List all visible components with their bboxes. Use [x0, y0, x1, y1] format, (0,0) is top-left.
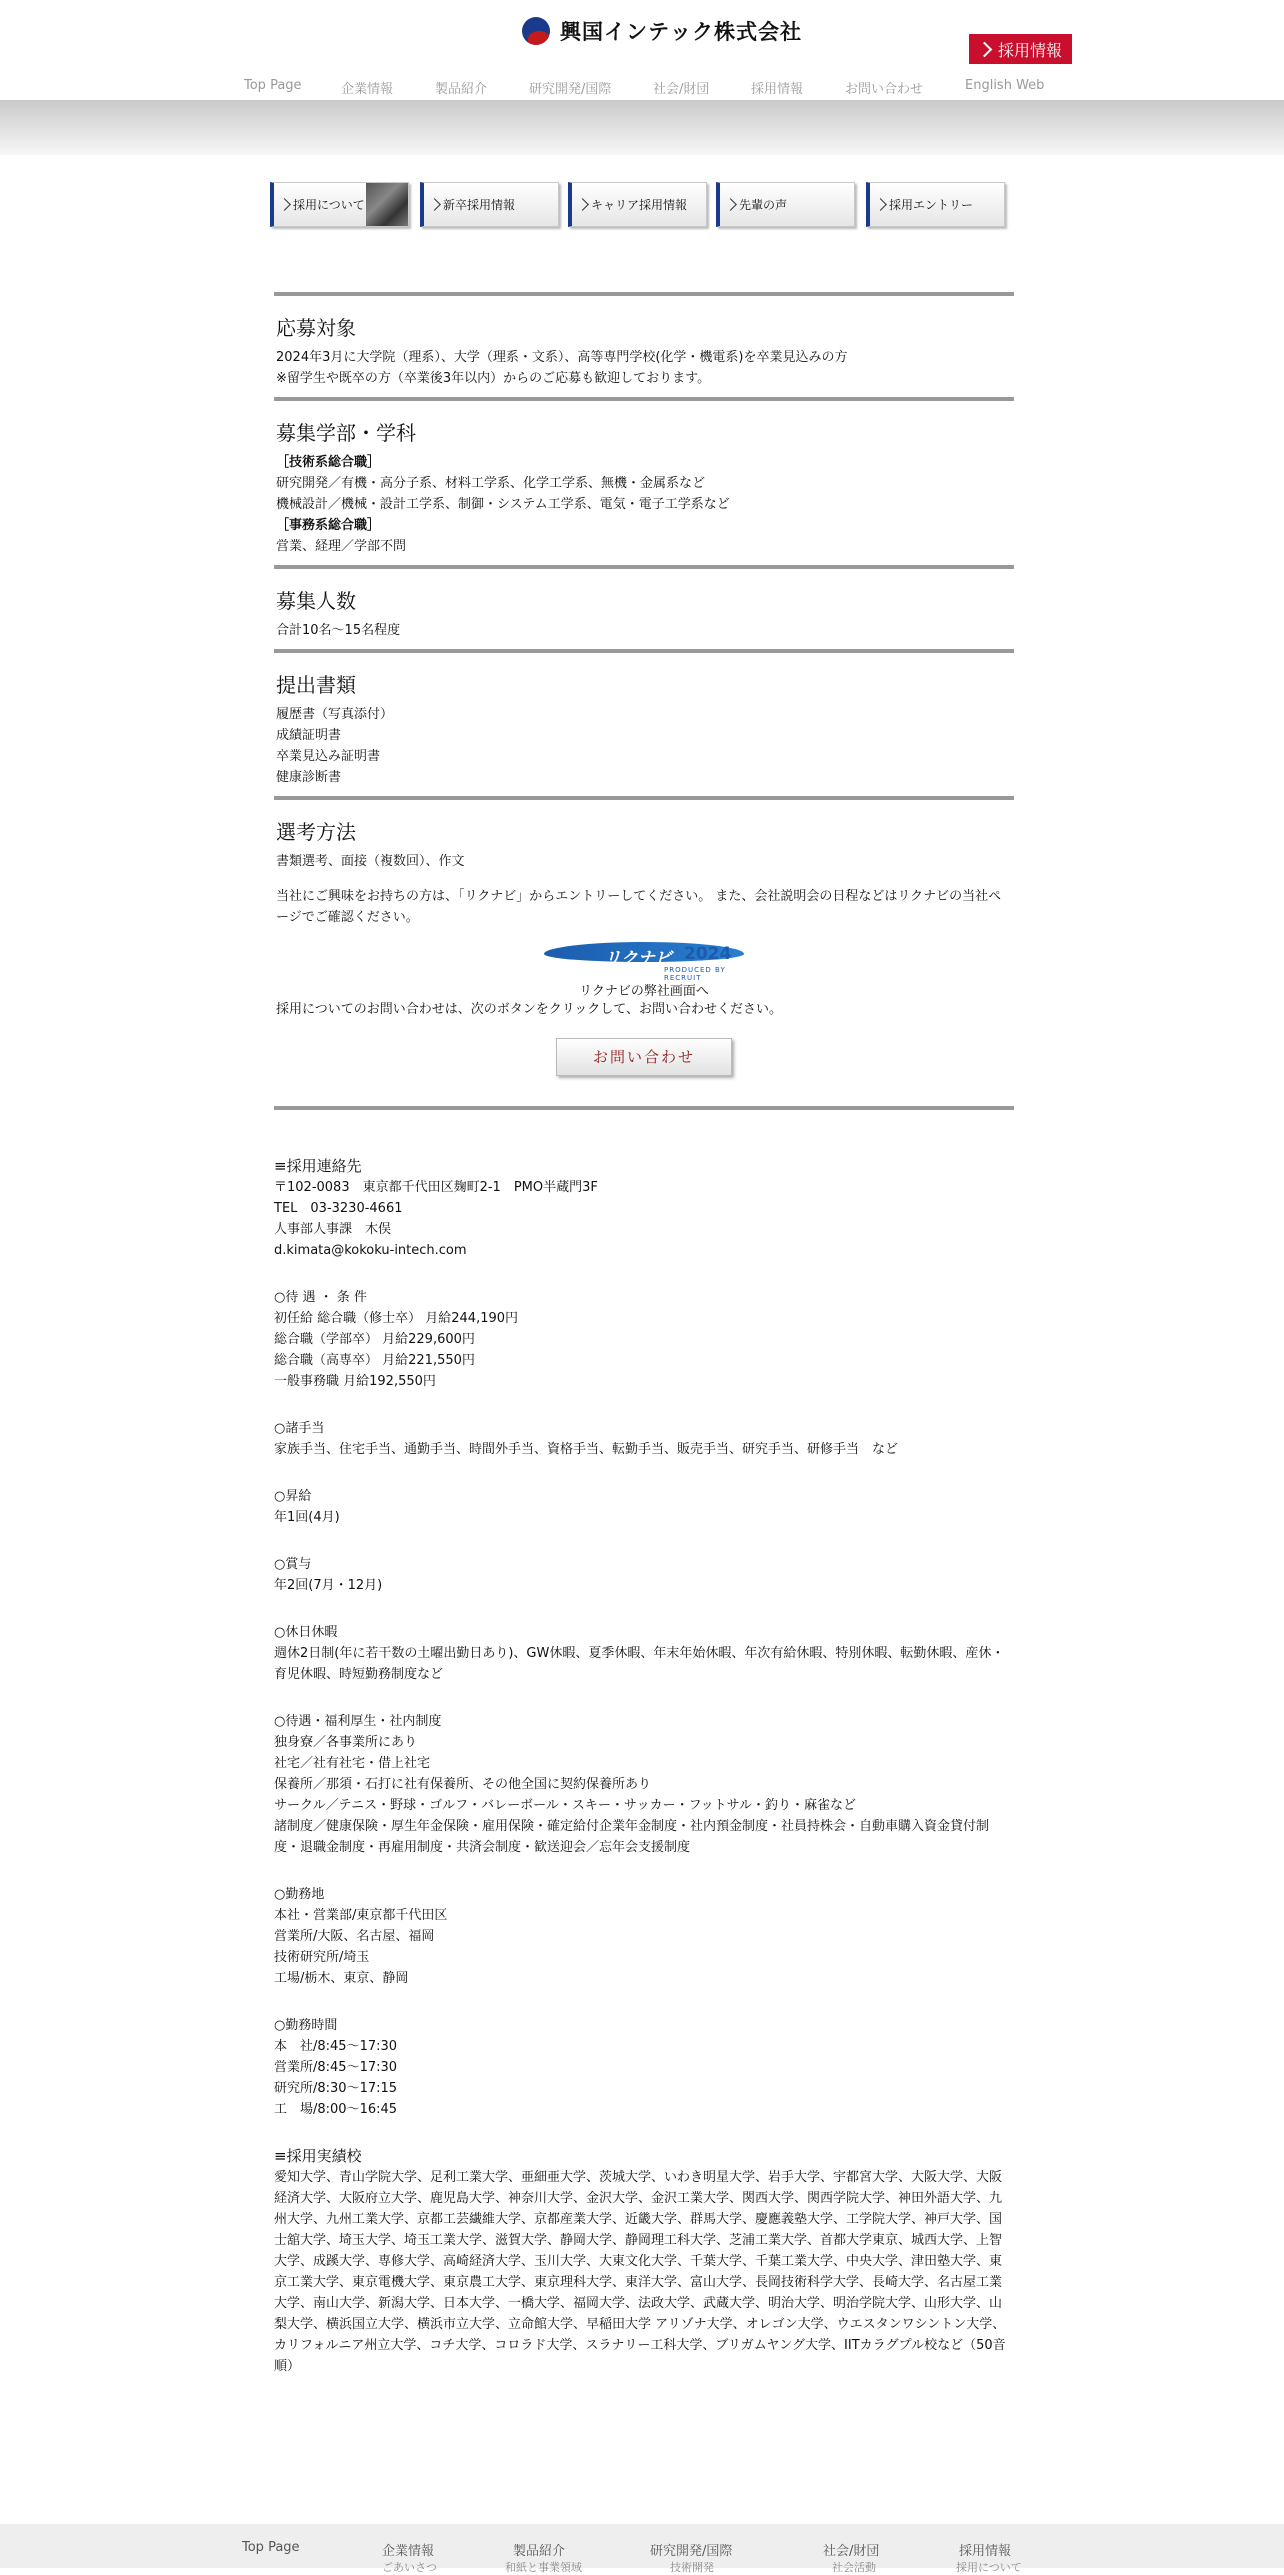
contact-text: 採用についてのお問い合わせは、次のボタンをクリックして、お問い合わせください。: [276, 1002, 782, 1017]
section-line: 卒業見込み証明書: [276, 749, 381, 764]
section-line: 合計10名～15名程度: [276, 623, 401, 638]
info-line: 独身寮／各事業所にあり: [274, 1735, 418, 1750]
section-headcount: [274, 569, 1014, 649]
section-title: 応募対象: [276, 316, 356, 340]
section-line: 2024年3月に大学院（理系）、大学（理系・文系）、高等専門学校(化学・機電系)を卒業見込みの方: [276, 350, 848, 365]
tab-label: 新卒採用情報: [443, 198, 516, 212]
section-line: ※留学生や既卒の方（卒業後3年以内）からのご応募も歓迎しております。: [276, 371, 711, 386]
info-bonus: [274, 1554, 1014, 1596]
global-nav: [0, 78, 1284, 98]
footer: [0, 2524, 1284, 2574]
info-schools: [274, 2146, 1014, 2377]
info-line: 社宅／社有社宅・借上社宅: [274, 1756, 431, 1771]
info-location: [274, 1884, 1014, 1989]
header: [0, 0, 1284, 100]
footer-sub-business[interactable]: 和紙と事業領域: [505, 2561, 582, 2574]
nav-recruit[interactable]: 採用情報: [751, 82, 804, 97]
company-logo-icon: [522, 17, 550, 45]
chevron-right-icon: [428, 198, 441, 211]
nav-contact[interactable]: お問い合わせ: [845, 82, 924, 97]
tab-entry[interactable]: [866, 182, 1005, 227]
info-line: 人事部人事課 木俣: [274, 1222, 392, 1237]
section-line: 履歴書（写真添付）: [276, 707, 394, 722]
main-content: [274, 292, 1014, 2397]
info-line: 愛知大学、青山学院大学、足利工業大学、亜細亜大学、茨城大学、いわき明星大学、岩手大学、宇都宮大学、大阪大学、大阪経済大学、大阪府立大学、鹿児島大学、神奈川大学、金沢大学、金沢工業大学、関西大学、関西学院大学、神田外語大学、九州大学、九州工業大学、京都工芸繊維大学、京都産業大学、近畿大学、群馬大学、慶應義塾大学、工学院大学、神戸大学、国士舘大学、埼玉大学、埼玉工業大学、滋賀大学、静岡大学、静岡理工科大学、芝浦工業大学、首都大学東京、城西大学、上智大学、成蹊大学、専修大学、高崎経済大学、玉川大学、大東文化大学、千葉大学、千葉工業大学、中央大学、津田塾大学、東京工業大学、東京電機大学、東京農工大学、東京理科大学、東洋大学、富山大学、長岡技術科学大学、長崎大学、名古屋工業大学、南山大学、新潟大学、日本大学、一橋大学、福岡大学、法政大学、武蔵大学、明治大学、明治学院大学、山形大学、山梨大学、横浜国立大学、横浜市立大学、立命館大学、早稲田大学 アリゾナ大学、オレゴン大学、ウエスタンワシントン大学、カリフォルニア州立大学、コチ大学、コロラド大学、スラナリー工科大学、ブリガムヤング大学、IITカラグプル校など（50音順）: [274, 2170, 1006, 2374]
chevron-right-icon: [724, 198, 737, 211]
chevron-right-icon: [977, 41, 993, 57]
info-allowances: [274, 1418, 1014, 1460]
header-band: [0, 100, 1284, 155]
info-line: 年1回(4月): [274, 1510, 340, 1525]
info-head: ○勤務時間: [274, 2018, 338, 2033]
info-head: ○休日休暇: [274, 1625, 338, 1640]
section-title: 提出書類: [276, 673, 356, 697]
chevron-right-icon: [874, 198, 887, 211]
info-conditions: [274, 1287, 1014, 1392]
section-line: 営業、経理／学部不問: [276, 539, 407, 554]
tab-senior-voice[interactable]: [716, 182, 855, 227]
recruit-info-button[interactable]: [969, 34, 1072, 64]
info-line: 研究所/8:30～17:15: [274, 2081, 398, 2096]
tab-about-recruit[interactable]: [270, 182, 409, 227]
chevron-right-icon: [576, 198, 589, 211]
footer-sub-about[interactable]: 採用について: [956, 2561, 1022, 2574]
info-area: [274, 1110, 1014, 2377]
rikunabi-logo-year: 2024: [684, 944, 732, 964]
tab-new-grad[interactable]: [420, 182, 559, 227]
nav-english[interactable]: English Web: [965, 78, 1045, 93]
entry-text: 当社にご興味をお持ちの方は、「リクナビ」からエントリーしてください。 また、会社説明会の日程などはリクナビの当社ページでご確認ください。: [276, 889, 1002, 925]
section-documents: [274, 653, 1014, 796]
recruit-info-label: 採用情報: [997, 40, 1062, 60]
footer-nav-top[interactable]: Top Page: [242, 2540, 300, 2555]
footer-nav-research[interactable]: 研究開発/国際: [650, 2544, 733, 2559]
section-line: 研究開発／有機・高分子系、材料工学系、化学工学系、無機・金属系など: [276, 476, 706, 491]
info-line: 工場/栃木、東京、静岡: [274, 1971, 409, 1986]
chevron-right-icon: [278, 198, 291, 211]
info-head: ○諸手当: [274, 1421, 325, 1436]
info-contact: [274, 1156, 1014, 1261]
info-head: ○待遇・福利厚生・社内制度: [274, 1714, 442, 1729]
company-name: 興国インテック株式会社: [560, 20, 802, 44]
footer-nav-products[interactable]: 製品紹介: [513, 2544, 566, 2559]
info-line: 本社・営業部/東京都千代田区: [274, 1908, 448, 1923]
footer-nav-recruit[interactable]: 採用情報: [959, 2544, 1012, 2559]
section-subhead: ［事務系総合職］: [276, 518, 381, 533]
info-email[interactable]: d.kimata@kokoku-intech.com: [274, 1243, 467, 1258]
rikunabi-caption[interactable]: リクナビの弊社画面へ: [579, 984, 709, 999]
info-line: 週休2日制(年に若干数の土曜出勤日あり)、GW休暇、夏季休暇、年末年始休暇、年次有給休暇、特別休暇、転勤休暇、産休・育児休暇、時短勤務制度など: [274, 1646, 1005, 1682]
section-departments: [274, 401, 1014, 565]
footer-sub-greeting[interactable]: ごあいさつ: [382, 2561, 437, 2574]
info-line: 工 場/8:00～16:45: [274, 2102, 398, 2117]
section-line: 成績証明書: [276, 728, 342, 743]
info-line: 技術研究所/埼玉: [274, 1950, 370, 1965]
section-subhead: ［技術系総合職］: [276, 455, 381, 470]
recruit-photo: [366, 183, 408, 226]
company-logo[interactable]: [522, 16, 802, 46]
recruit-subnav: [270, 182, 1010, 227]
info-line: TEL 03-3230-4661: [274, 1201, 403, 1216]
info-line: 初任給 総合職（修士卒） 月給244,190円: [274, 1311, 519, 1326]
info-line: 総合職（学部卒） 月給229,600円: [274, 1332, 475, 1347]
rikunabi-logo[interactable]: [544, 938, 744, 982]
info-head: ≡採用連絡先: [274, 1157, 362, 1175]
info-line: 〒102-0083 東京都千代田区麹町2-1 PMO半蔵門3F: [274, 1180, 598, 1195]
section-eligibility: [274, 296, 1014, 397]
section-line: 機械設計／機械・設計工学系、制御・システム工学系、電気・電子工学系など: [276, 497, 730, 512]
info-line: 営業所/大阪、名古屋、福岡: [274, 1929, 435, 1944]
info-line: 家族手当、住宅手当、通勤手当、時間外手当、資格手当、転勤手当、販売手当、研究手当、研修手当 など: [274, 1442, 899, 1457]
info-head: ○勤務地: [274, 1887, 325, 1902]
info-head: ○賞与: [274, 1557, 312, 1572]
info-head: ≡採用実績校: [274, 2147, 362, 2165]
nav-research[interactable]: 研究開発/国際: [529, 82, 612, 97]
info-hours: [274, 2015, 1014, 2120]
tab-career[interactable]: [568, 182, 707, 227]
info-line: 本 社/8:45～17:30: [274, 2039, 398, 2054]
info-line: 一般事務職 月給192,550円: [274, 1374, 436, 1389]
nav-society[interactable]: 社会/財団: [653, 82, 710, 97]
info-line: 保養所／那須・石打に社有保養所、その他全国に契約保養所あり: [274, 1777, 652, 1792]
footer-nav-company[interactable]: 企業情報: [382, 2544, 435, 2559]
info-line: 年2回(7月・12月): [274, 1578, 383, 1593]
footer-sub-tech[interactable]: 技術開発: [670, 2561, 714, 2574]
tab-label: キャリア採用情報: [591, 198, 688, 212]
info-line: 総合職（高専卒） 月給221,550円: [274, 1353, 475, 1368]
info-line: サークル／テニス・野球・ゴルフ・バレーボール・スキー・サッカー・フットサル・釣り・麻雀など: [274, 1798, 857, 1813]
info-head: ○待 遇 ・ 条 件: [274, 1290, 367, 1305]
tab-label: 採用エントリー: [889, 198, 974, 212]
rikunabi-logo-sub: PRODUCED BY RECRUIT: [664, 966, 726, 982]
rikunabi-logo-text: リクナビ: [604, 949, 672, 969]
contact-button[interactable]: お問い合わせ: [556, 1038, 732, 1076]
info-line: 諸制度／健康保険・厚生年金保険・雇用保険・確定給付企業年金制度・社内預金制度・社員持株会・自動車購入資金貸付制度・退職金制度・再雇用制度・共済会制度・歓送迎会／忘年会支援制度: [274, 1819, 990, 1855]
footer-sub-social[interactable]: 社会活動: [832, 2561, 876, 2574]
info-head: ○昇給: [274, 1489, 312, 1504]
info-raise: [274, 1486, 1014, 1528]
section-title: 募集人数: [276, 589, 356, 613]
tab-label: 先輩の声: [739, 198, 788, 212]
section-selection: [274, 800, 1014, 1106]
nav-company[interactable]: 企業情報: [341, 82, 394, 97]
tab-label: 採用について: [293, 198, 365, 212]
info-line: 営業所/8:45～17:30: [274, 2060, 398, 2075]
section-line: 健康診断書: [276, 770, 342, 785]
nav-top-page[interactable]: Top Page: [244, 78, 302, 93]
rikunabi-link[interactable]: [276, 938, 1012, 999]
info-welfare: [274, 1711, 1014, 1858]
section-title: 募集学部・学科: [276, 421, 416, 445]
info-holidays: [274, 1622, 1014, 1685]
footer-nav-society[interactable]: 社会/財団: [823, 2544, 880, 2559]
section-line: 書類選考、面接（複数回）、作文: [276, 854, 465, 869]
section-title: 選考方法: [276, 820, 356, 844]
nav-products[interactable]: 製品紹介: [435, 82, 488, 97]
